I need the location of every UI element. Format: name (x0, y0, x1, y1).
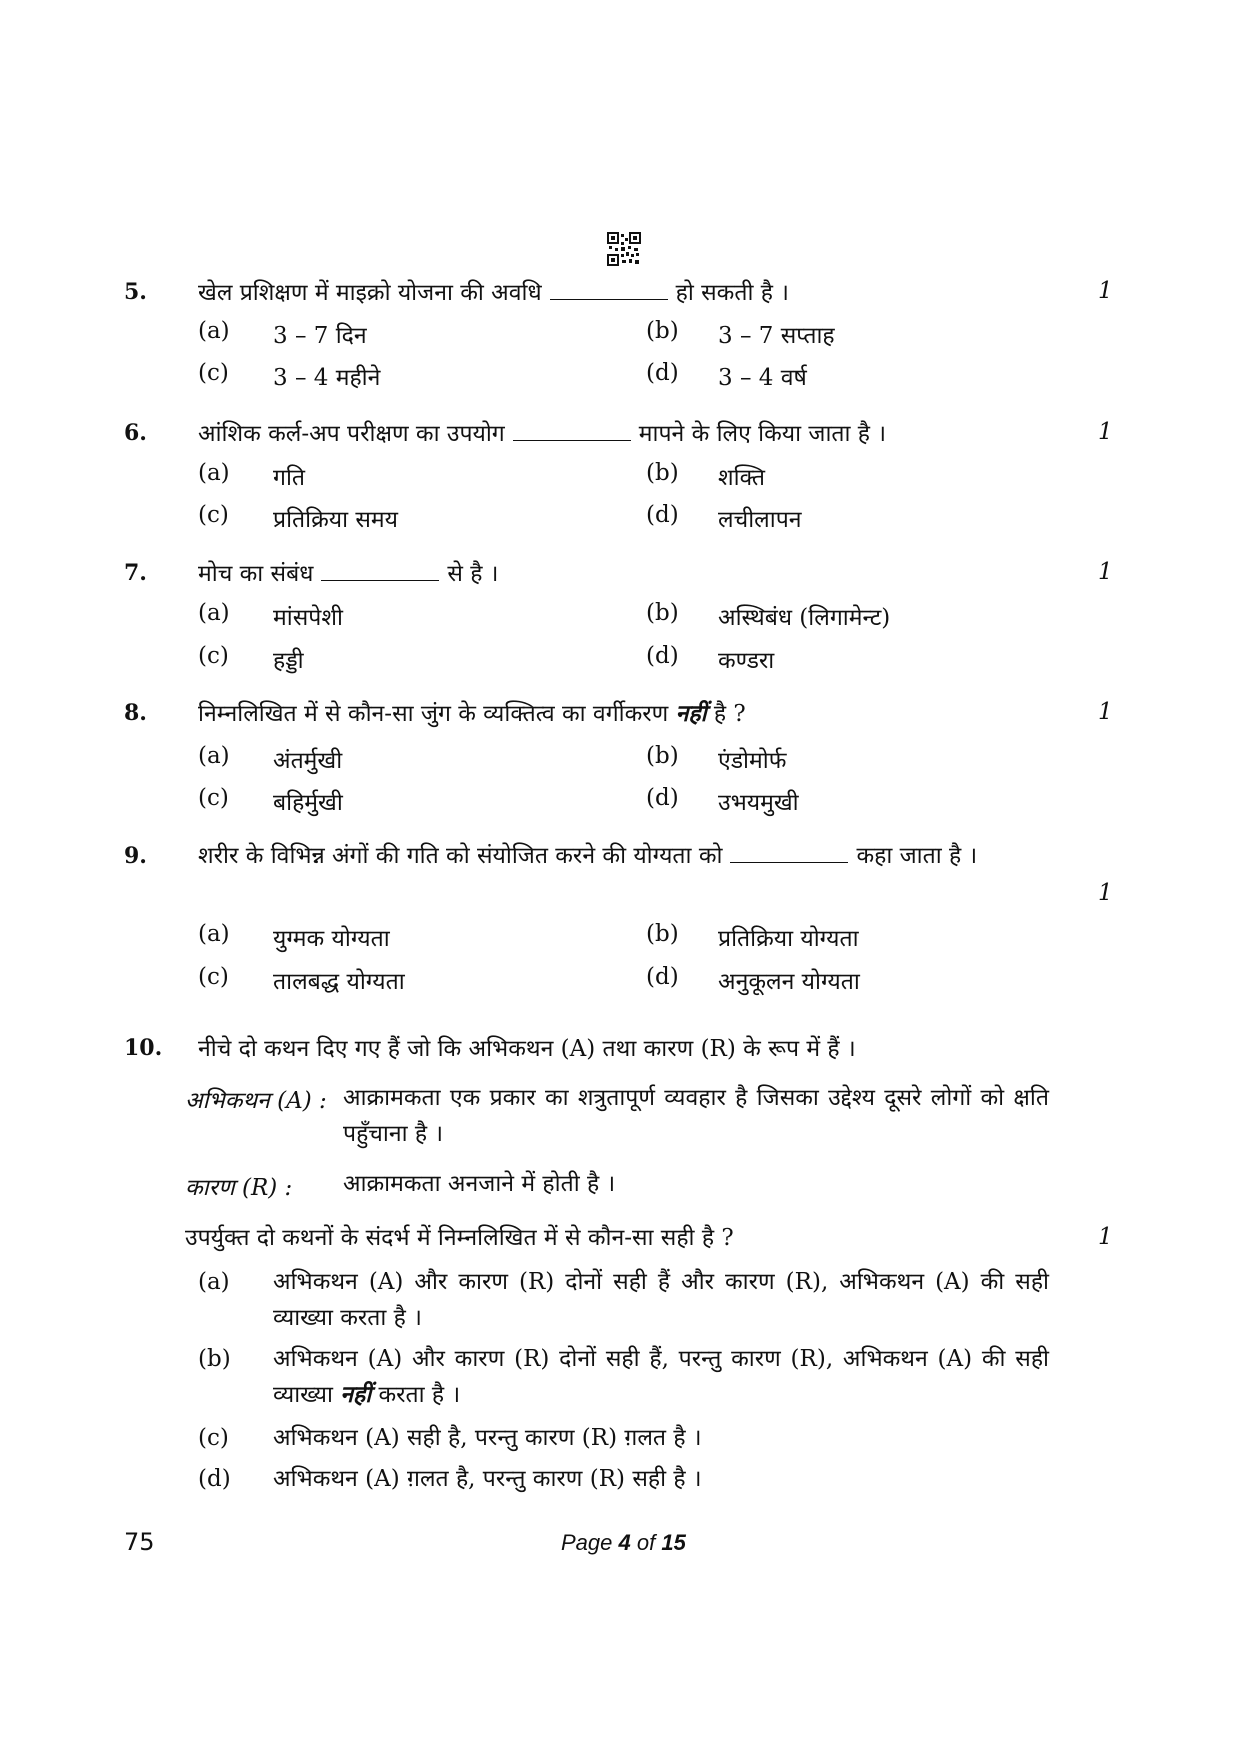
question-text (198, 838, 1058, 874)
marks: 1 (1098, 699, 1113, 725)
question-number: 9. (124, 843, 147, 869)
option-label: (b) (646, 600, 679, 626)
question-text-part: कहा जाता है । (856, 843, 978, 869)
option-text: हड्डी (273, 648, 304, 674)
option-text: एंडोमोर्फ (718, 748, 787, 774)
option-text: उभयमुखी (718, 790, 799, 816)
assertion-label: अभिकथन (A) : (185, 1088, 327, 1114)
option-text-part: अभिकथन (A) और कारण (R) दोनों सही हैं, परन्तु कारण (R), अभिकथन (A) की सही व्याख्या (273, 1346, 1049, 1408)
option-text: अभिकथन (A) सही है, परन्तु कारण (R) ग़लत है । (273, 1425, 702, 1451)
option-text: अभिकथन (A) और कारण (R) दोनों सही हैं और कारण (R), अभिकथन (A) की सही व्याख्या करता है । (273, 1269, 1049, 1331)
option-text: प्रतिक्रिया समय (273, 507, 399, 533)
option-text: अनुकूलन योग्यता (718, 969, 860, 995)
option-label: (c) (198, 502, 229, 528)
question-text-part: से है । (447, 561, 499, 587)
option-text: बहिर्मुखी (273, 790, 343, 816)
reason-text: आक्रामकता अनजाने में होती है । (343, 1171, 616, 1197)
option-text: प्रतिक्रिया योग्यता (718, 926, 859, 952)
option-label: (d) (646, 964, 679, 990)
of-word: of (636, 1530, 656, 1555)
option-text: तालबद्ध योग्यता (273, 969, 405, 995)
question-intro: नीचे दो कथन दिए गए हैं जो कि अभिकथन (A) तथा कारण (R) के रूप में हैं । (198, 1036, 856, 1062)
emphasis-text: नहीं (675, 700, 707, 727)
option-label: (b) (646, 921, 679, 947)
page-total: 15 (661, 1530, 686, 1555)
question-text-part: है ? (713, 701, 746, 727)
option-text: युग्मक योग्यता (273, 926, 390, 952)
option-label: (b) (646, 743, 679, 769)
option-text: 3 – 7 दिन (273, 323, 367, 349)
page-indicator (561, 1530, 686, 1556)
paper-code: 75 (124, 1528, 155, 1556)
question-text (198, 556, 499, 588)
option-label: (c) (198, 643, 229, 669)
question-text-part: शरीर के विभिन्न अंगों की गति को संयोजित करने की योग्यता को (198, 843, 723, 869)
question-text-part: मापने के लिए किया जाता है । (638, 421, 887, 447)
reason-label: कारण (R) : (185, 1175, 293, 1201)
question-number: 7. (124, 560, 147, 586)
answer-blank (321, 560, 439, 581)
question-number: 5. (124, 279, 147, 305)
option-text: कण्डरा (718, 648, 775, 674)
option-label: (b) (646, 318, 679, 344)
option-text-part: करता है । (378, 1382, 461, 1408)
option-text: 3 – 7 सप्ताह (718, 323, 835, 349)
option-label: (a) (198, 921, 230, 947)
page-word: Page (561, 1530, 613, 1555)
option-label: (d) (646, 360, 679, 386)
option-label: (a) (198, 318, 230, 344)
emphasis-text: नहीं (340, 1381, 372, 1408)
question-text-part: निम्नलिखित में से कौन-सा जुंग के व्यक्तित्व का वर्गीकरण (198, 701, 669, 727)
option-text (273, 1341, 1049, 1413)
question-number: 6. (124, 420, 147, 446)
option-label: (a) (198, 743, 230, 769)
marks: 1 (1098, 278, 1113, 304)
option-label: (a) (198, 600, 230, 626)
option-text: 3 – 4 वर्ष (718, 365, 807, 391)
option-text: लचीलापन (718, 507, 802, 533)
option-label: (d) (646, 502, 679, 528)
question-text: उपर्युक्त दो कथनों के संदर्भ में निम्नलिखित में से कौन-सा सही है ? (185, 1225, 734, 1251)
question-text-part: आंशिक कर्ल-अप परीक्षण का उपयोग (198, 421, 505, 447)
option-label: (c) (198, 785, 229, 811)
option-label: (d) (198, 1466, 231, 1492)
option-label: (c) (198, 360, 229, 386)
question-text (198, 696, 746, 728)
marks: 1 (1098, 1224, 1113, 1250)
question-text-part: मोच का संबंध (198, 561, 314, 587)
option-label: (a) (198, 460, 230, 486)
page-number: 4 (618, 1530, 631, 1555)
answer-blank (730, 842, 848, 863)
assertion-text: आक्रामकता एक प्रकार का शत्रुतापूर्ण व्यवहार है जिसका उद्देश्य दूसरे लोगों को क्षति पहुँचाना है । (343, 1085, 1049, 1147)
question-text (198, 416, 886, 448)
marks: 1 (1098, 559, 1113, 585)
marks: 1 (1098, 880, 1113, 906)
marks: 1 (1098, 419, 1113, 445)
option-text: 3 – 4 महीने (273, 365, 381, 391)
option-text: अंतर्मुखी (273, 748, 343, 774)
option-label: (b) (646, 460, 679, 486)
option-text: अस्थिबंध (लिगामेन्ट) (718, 605, 891, 631)
option-text: गति (273, 465, 306, 491)
option-label: (c) (198, 1425, 229, 1451)
question-number: 8. (124, 700, 147, 726)
answer-blank (550, 279, 668, 300)
question-text-part: हो सकती है । (675, 280, 789, 306)
option-label: (d) (646, 643, 679, 669)
question-number: 10. (124, 1035, 163, 1061)
option-label: (a) (198, 1269, 230, 1295)
option-label: (d) (646, 785, 679, 811)
answer-blank (513, 420, 631, 441)
option-text: शक्ति (718, 465, 766, 491)
question-text-part: खेल प्रशिक्षण में माइक्रो योजना की अवधि (198, 280, 542, 306)
option-text: मांसपेशी (273, 605, 343, 631)
qr-code-icon (607, 232, 641, 266)
question-text (198, 275, 789, 307)
option-label: (b) (198, 1346, 231, 1372)
option-label: (c) (198, 964, 229, 990)
option-text: अभिकथन (A) ग़लत है, परन्तु कारण (R) सही है । (273, 1466, 702, 1492)
